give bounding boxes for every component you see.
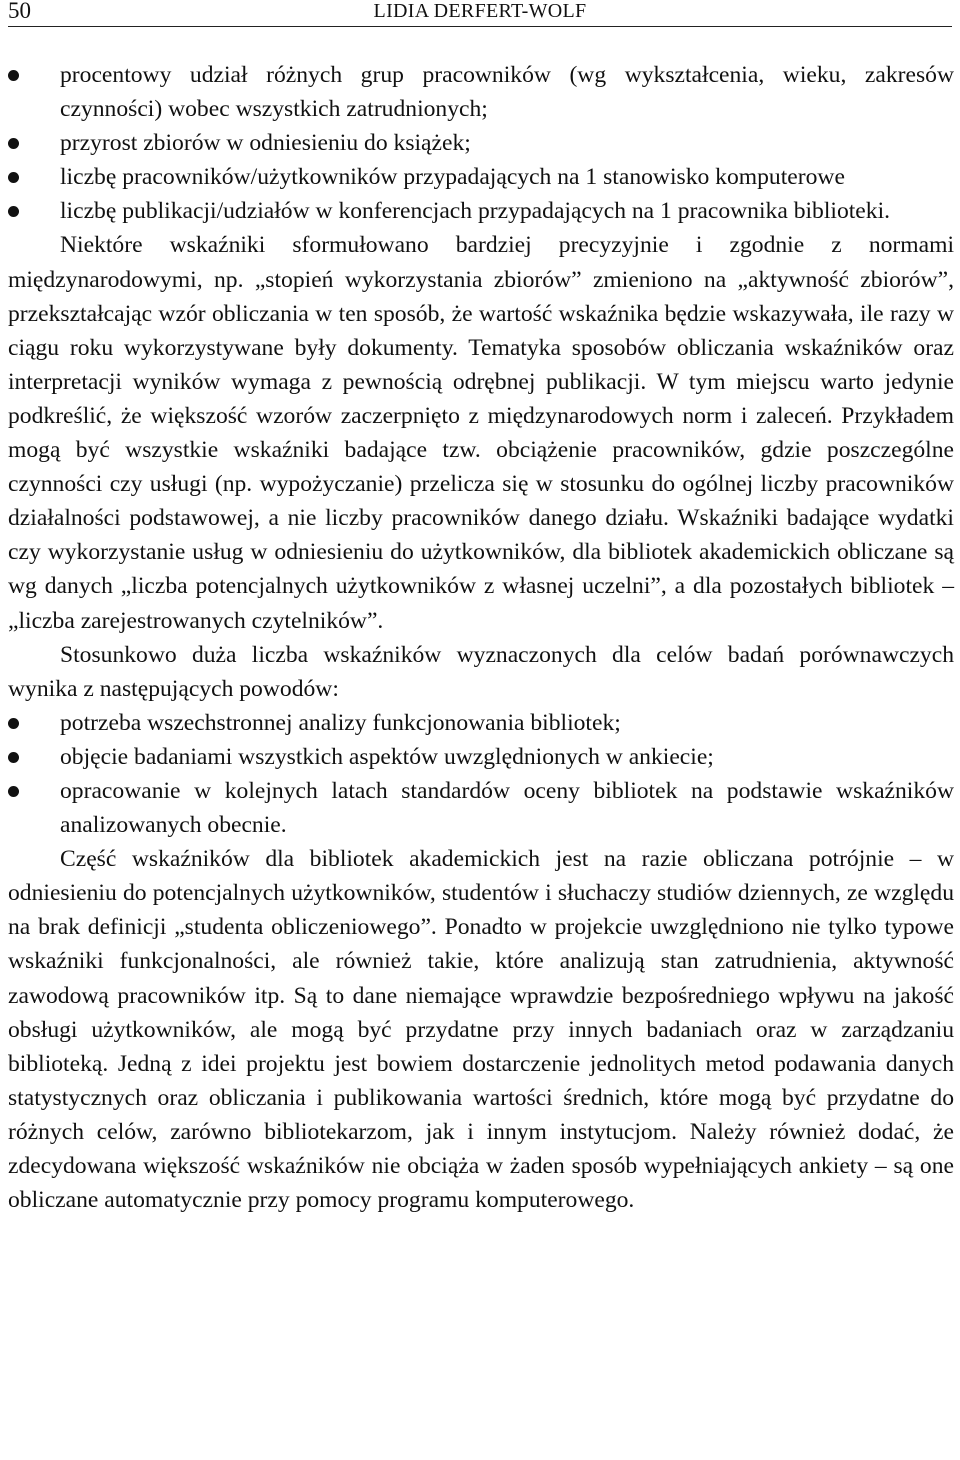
list-item [8,194,954,228]
bullet-icon [8,70,19,81]
bullet-icon [8,752,19,763]
bullet-icon [8,206,19,217]
bullet-list-2 [8,706,954,842]
list-item-text: liczbę publikacji/udziałów w konferencjach przypadających na 1 pracownika biblioteki. [60,198,891,225]
bullet-icon [8,138,19,149]
list-item [8,706,954,740]
list-item-text: opracowanie w kolejnych latach standardów oceny bibliotek na podstawie wskaźników analizowanych obecnie. [60,777,954,839]
list-item-text: liczbę pracowników/użytkowników przypadających na 1 stanowisko komputerowe [60,164,845,191]
running-head: LIDIA DERFERT-WOLF [373,0,587,22]
list-item-text: objęcie badaniami wszystkich aspektów uwzględnionych w ankiecie; [60,743,714,770]
page-header [8,0,952,27]
list-item [8,58,954,126]
list-item-text: przyrost zbiorów w odniesieniu do książek; [60,130,471,157]
page-number: 50 [8,0,31,23]
paragraph-2: Stosunkowo duża liczba wskaźników wyznaczonych dla celów badań porównawczych wynika z następujących powodów: [8,641,954,702]
bullet-icon [8,172,19,183]
list-item [8,126,954,160]
bullet-icon [8,718,19,729]
page-body [8,58,954,1217]
paragraph-1: Niektóre wskaźniki sformułowano bardziej precyzyjnie i zgodnie z normami międzynarodowymi, np. „stopień wykorzystania zbiorów” zmieniono na „aktywność zbiorów”, przekształcając wzór obliczania w ten sposób, że wartość wskaźnika będzie wskazywała, ile razy w ciągu roku wykorzystywane były dokumenty. Tematyka sposobów obliczania wskaźników oraz interpretacji wyników wymaga z pewnością odrębnej publikacji. W tym miejscu warto jedynie podkreślić, że większość wzorów zaczerpnięto z międzynarodowych norm i zaleceń. Przykładem mogą być wszystkie wskaźniki badające tzw. obciążenie pracowników, gdzie poszczególne czynności czy usługi (np. wypożyczanie) przelicza się w stosunku do ogólnej liczby pracowników działalności podstawowej, a nie liczby pracowników danego działu. Wskaźniki badające wydatki czy wykorzystanie usług w odniesieniu do użytkowników, dla bibliotek akademickich obliczane są wg danych „liczba potencjalnych użytkowników z własnej uczelni”, a dla pozostałych bibliotek – „liczba zarejestrowanych czytelników”. [8,232,954,634]
list-item [8,160,954,194]
list-item [8,774,954,842]
bullet-list-1 [8,58,954,228]
paragraph-3: Część wskaźników dla bibliotek akademickich jest na razie obliczana potrójnie – w odniesieniu do potencjalnych użytkowników, studentów i słuchaczy studiów dziennych, ze względu na brak definicji „studenta obliczeniowego”. Ponadto w projekcie uwzględniono nie tylko typowe wskaźniki funkcjonalności, ale również takie, które analizują stan zatrudnienia, aktywność zawodową pracowników itp. Są to dane niemające wprawdzie bezpośredniego wpływu na jakość obsługi użytkowników, ale mogą być przydatne przy innych badaniach oraz w zarządzaniu biblioteką. Jedną z idei projektu jest bowiem dostarczenie jednolitych metod podawania danych statystycznych oraz obliczania i publikowania wartości średnich, które mogą być przydatne do różnych celów, zarówno bibliotekarzom, jak i innym instytucjom. Należy również dodać, że zdecydowana większość wskaźników nie obciąża w żaden sposób wypełniających ankiety – są one obliczane automatycznie przy pomocy programu komputerowego. [8,846,954,1214]
bullet-icon [8,786,19,797]
list-item [8,740,954,774]
list-item-text: procentowy udział różnych grup pracowników (wg wykształcenia, wieku, zakresów czynności) wobec wszystkich zatrudnionych; [60,62,954,123]
list-item-text: potrzeba wszechstronnej analizy funkcjonowania bibliotek; [60,709,621,736]
